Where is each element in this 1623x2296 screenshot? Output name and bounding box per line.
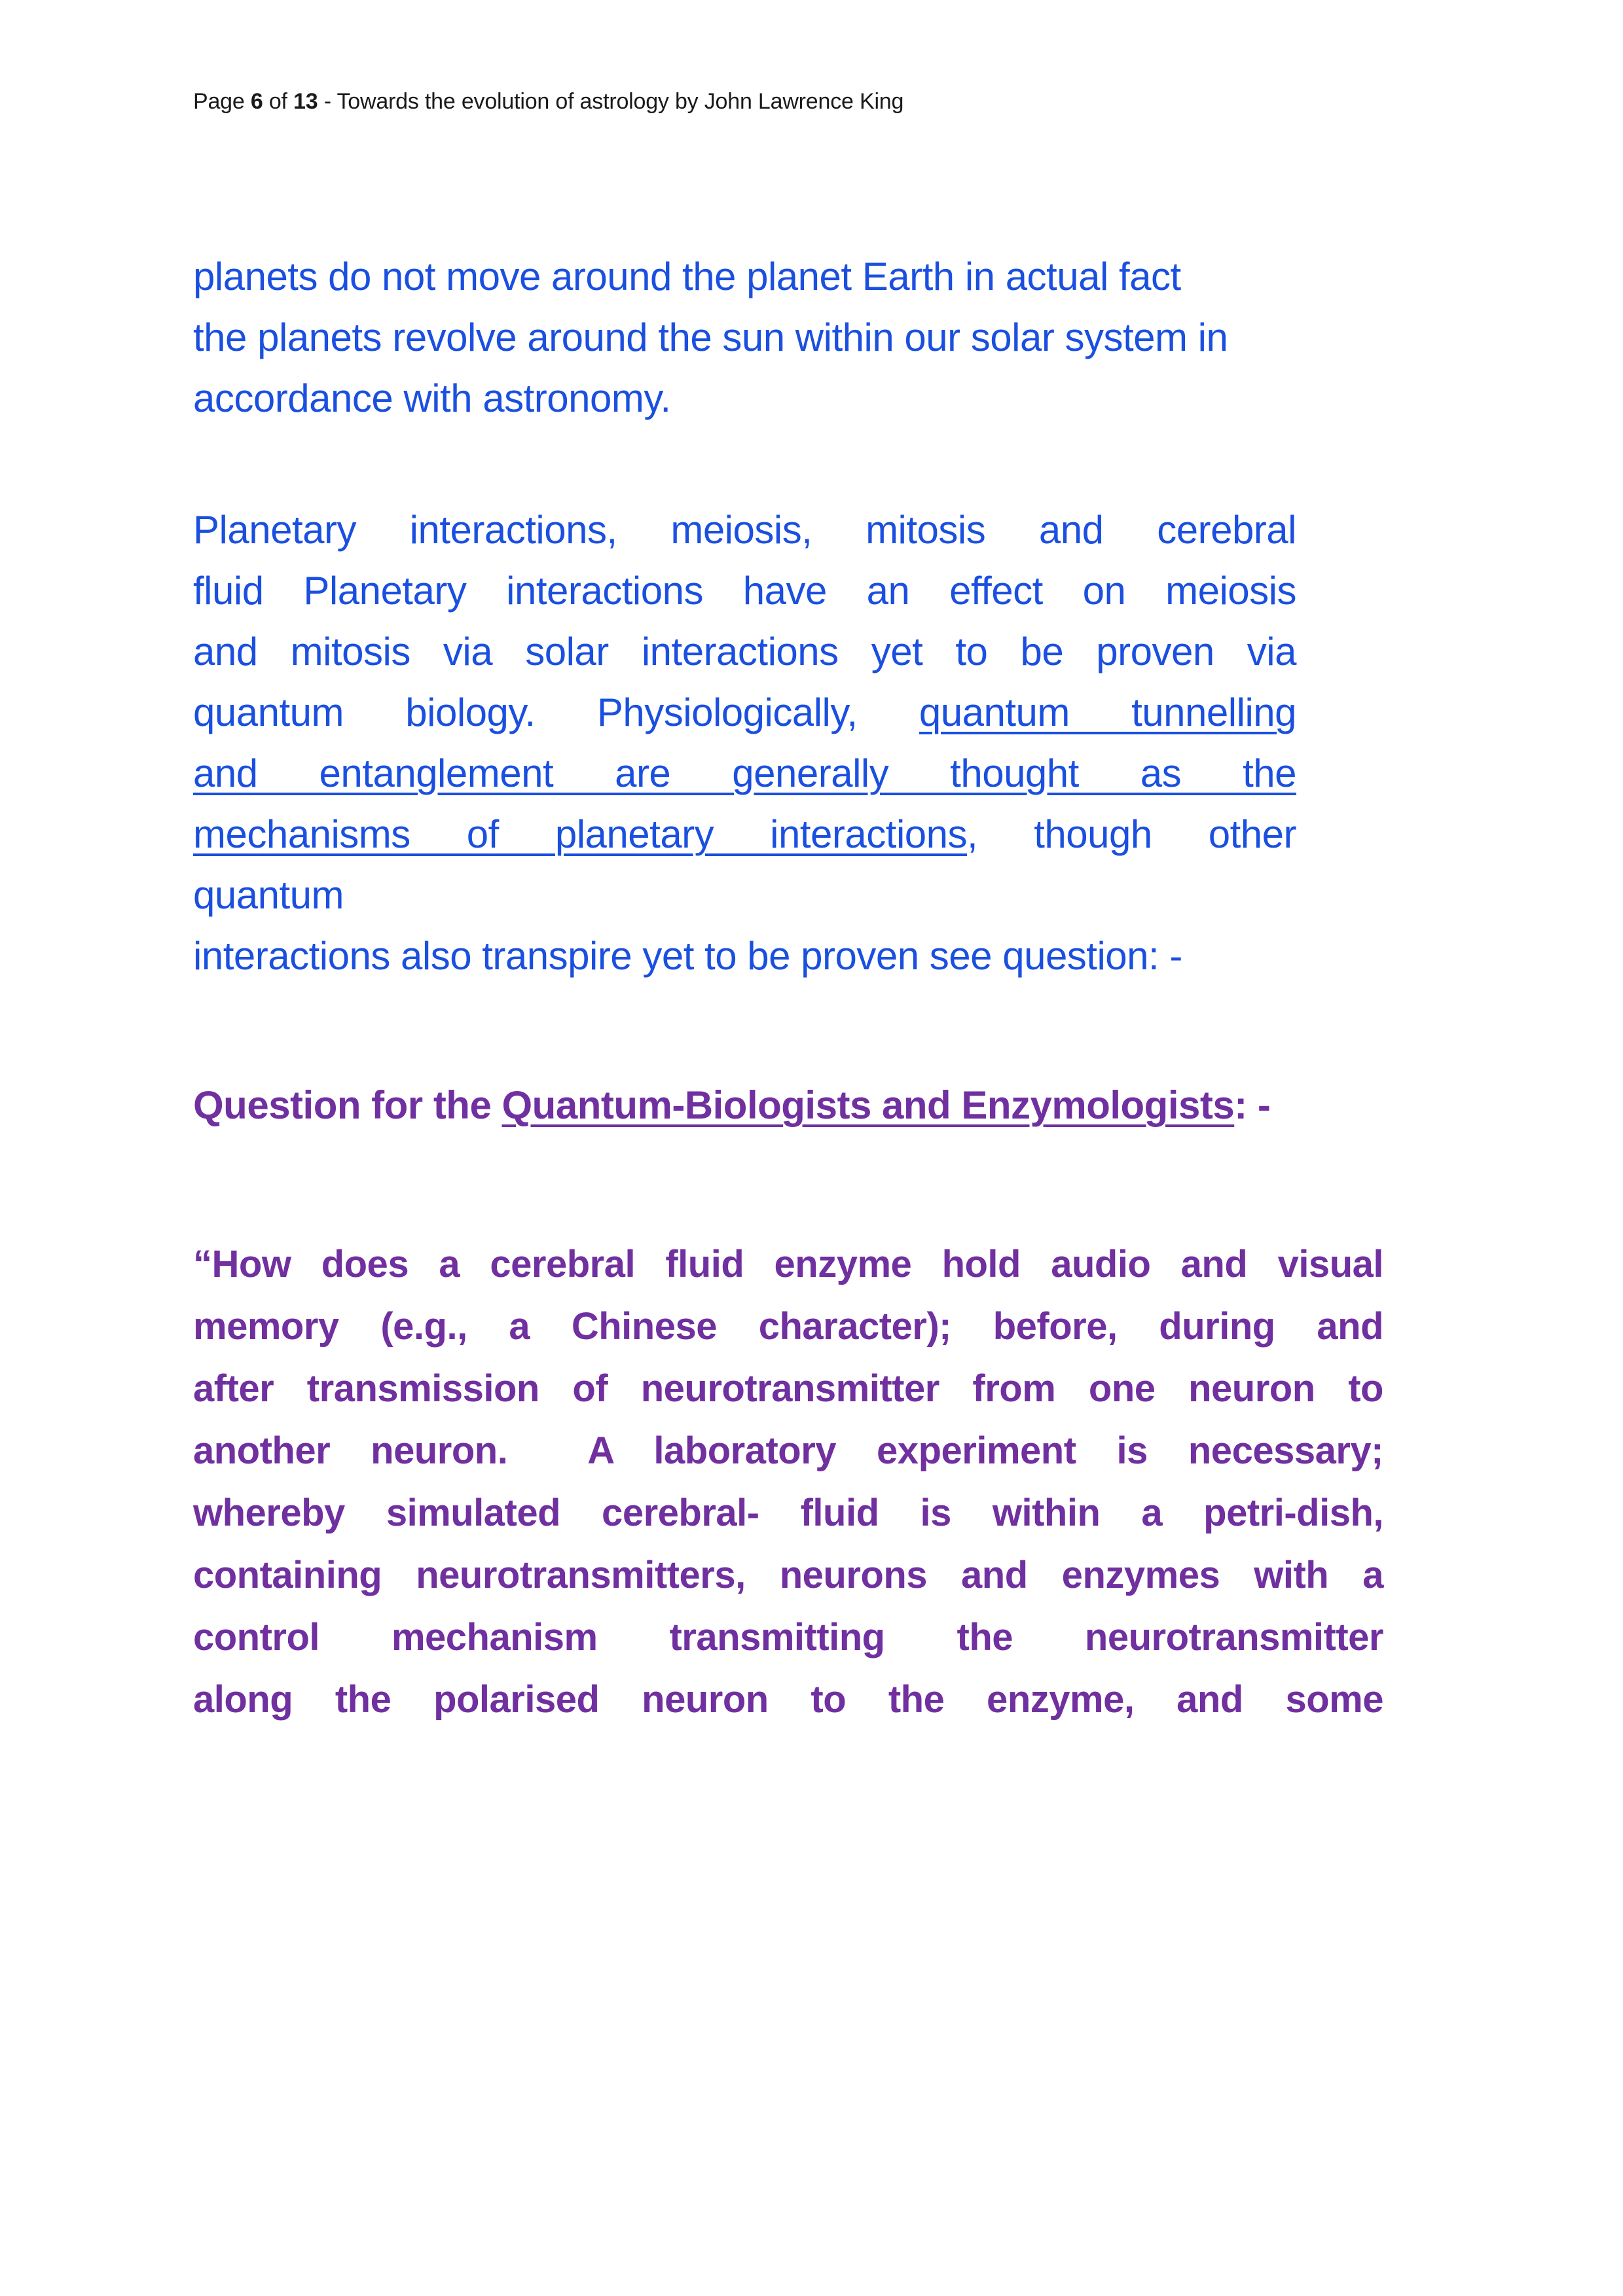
text-segment: Question for the xyxy=(193,1083,502,1127)
text-segment: interactions also transpire yet to be proven see question: - xyxy=(193,934,1182,978)
text-segment: accordance with astronomy. xyxy=(193,376,671,420)
text-line xyxy=(193,1482,1383,1544)
text-segment: control mechanism transmitting the neurotransmitter xyxy=(193,1616,1383,1659)
text-segment: fluid Planetary interactions have an effect on meiosis xyxy=(193,569,1296,613)
text-line xyxy=(193,1081,1437,1130)
text-line xyxy=(193,1357,1383,1420)
paragraph-planetary-interactions xyxy=(193,499,1296,986)
text-segment: : - xyxy=(1234,1083,1271,1127)
text-line xyxy=(193,621,1296,682)
text-segment: quantum xyxy=(193,873,344,917)
text-segment: containing neurotransmitters, neurons and enzymes with a xyxy=(193,1554,1383,1596)
text-segment: planets do not move around the planet Earth in actual fact xyxy=(193,255,1181,298)
text-segment: of xyxy=(263,89,294,114)
text-line xyxy=(193,1295,1383,1357)
text-line xyxy=(193,1544,1383,1606)
text-line xyxy=(193,925,1296,986)
paragraph-planets-astronomy xyxy=(193,246,1417,429)
text-segment: , though other xyxy=(967,812,1296,856)
text-segment: 13 xyxy=(293,89,318,114)
text-segment: quantum biology. Physiologically, xyxy=(193,691,919,734)
underlined-text: and entanglement are generally thought as the xyxy=(193,751,1296,795)
text-segment: 6 xyxy=(250,89,263,114)
underlined-text: mechanisms of planetary interactions xyxy=(193,812,968,856)
text-line xyxy=(193,499,1296,560)
text-line xyxy=(193,1668,1383,1731)
text-line xyxy=(193,1420,1383,1482)
text-segment: the planets revolve around the sun within our solar system in xyxy=(193,315,1228,359)
text-line xyxy=(193,246,1417,307)
text-line xyxy=(193,743,1296,804)
underlined-text: quantum tunnelling xyxy=(919,691,1297,734)
text-segment: and mitosis via solar interactions yet to be proven via xyxy=(193,630,1296,673)
text-line xyxy=(193,1233,1383,1295)
text-segment: along the polarised neuron to the enzyme, and some xyxy=(193,1678,1383,1721)
text-segment: after transmission of neurotransmitter from one neuron to xyxy=(193,1367,1383,1410)
text-segment: - Towards the evolution of astrology by John Lawrence King xyxy=(318,89,904,114)
underlined-text: Quantum-Biologists and Enzymologists xyxy=(501,1083,1235,1127)
page-header xyxy=(193,88,903,115)
text-segment: Planetary interactions, meiosis, mitosis and cerebral xyxy=(193,508,1296,552)
text-line xyxy=(193,560,1296,621)
text-line xyxy=(193,682,1296,743)
text-line xyxy=(193,368,1417,429)
text-line xyxy=(193,307,1417,368)
text-segment: memory (e.g., a Chinese character); before, during and xyxy=(193,1305,1383,1348)
text-line xyxy=(193,804,1296,865)
text-segment: another neuron. A laboratory experiment is necessary; xyxy=(193,1429,1383,1472)
text-segment: “How does a cerebral fluid enzyme hold audio and visual xyxy=(193,1243,1383,1285)
text-segment: Page xyxy=(193,89,251,114)
paragraph-cerebral-fluid-question xyxy=(193,1233,1383,1731)
text-line xyxy=(193,1606,1383,1668)
heading-question-for-quantum-biologists xyxy=(193,1081,1437,1130)
text-segment: whereby simulated cerebral- fluid is within a petri-dish, xyxy=(193,1492,1383,1534)
text-line xyxy=(193,865,1296,925)
